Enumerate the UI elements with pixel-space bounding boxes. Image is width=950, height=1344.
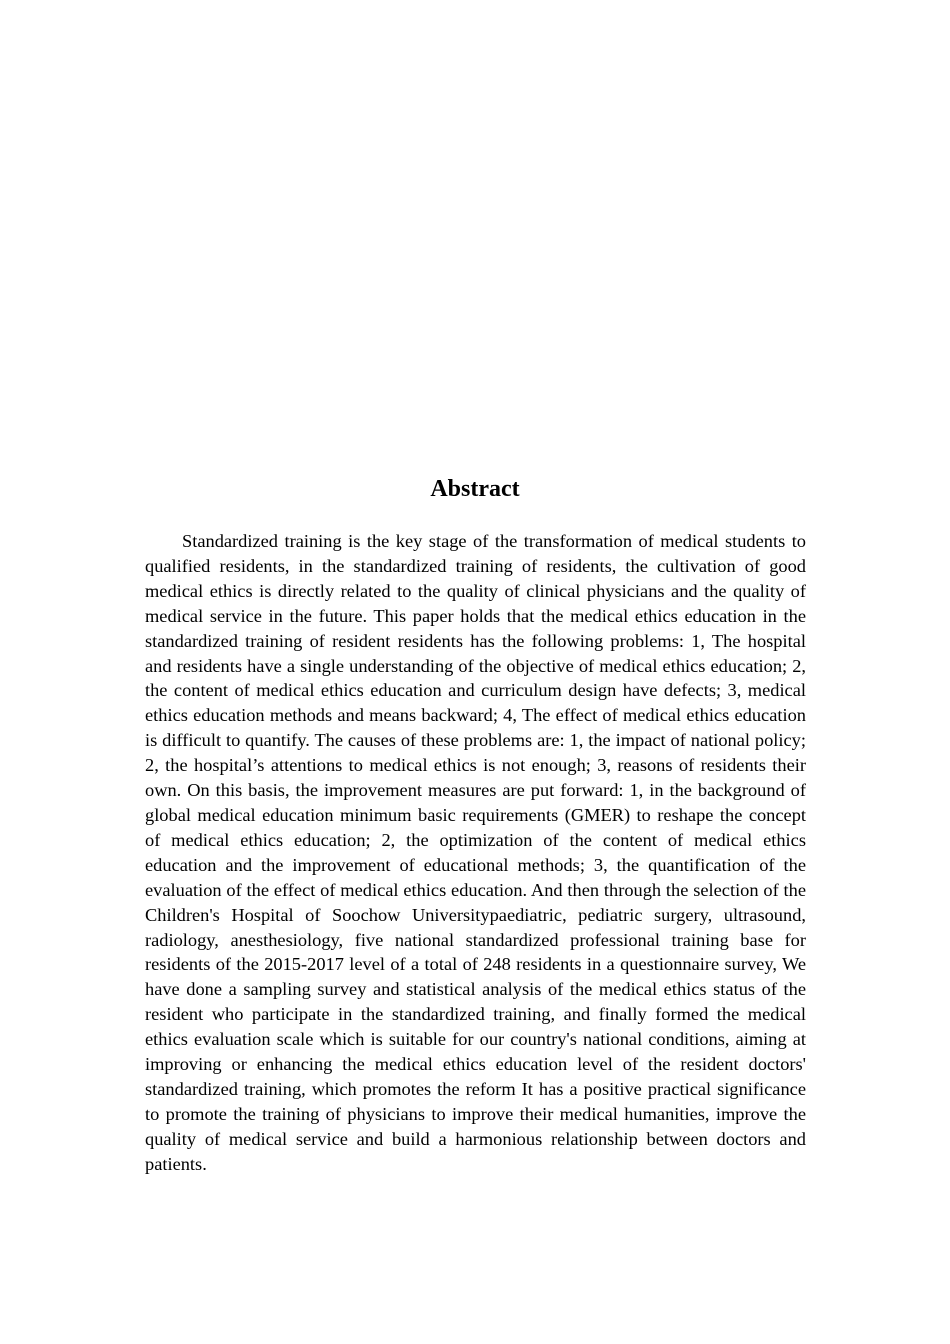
abstract-paragraph: Standardized training is the key stage of the transformation of medical students to qualified residents, in the standardized training of residents, the cultivation of good medical ethics is directly related to the quality of clinical physicians and the quality of medical service in the future. This paper holds that the medical ethics education in the standardized training of resident residents has the following problems: 1, The hospital and residents have a single understanding of the objective of medical ethics education; 2, the content of medical ethics education and curriculum design have defects; 3, medical ethics education methods and means backward; 4, The effect of medical ethics education is difficult to quantify. The causes of these problems are: 1, the impact of national policy; 2, the hospital’s attentions to medical ethics is not enough; 3, reasons of residents their own. On this basis, the improvement measures are put forward: 1, in the background of global medical education minimum basic requirements (GMER) to reshape the concept of medical ethics education; 2, the optimization of the content of medical ethics education and the improvement of educational methods; 3, the quantification of the evaluation of the effect of medical ethics education. And then through the selection of the Children's Hospital of Soochow Universitypaediatric, pediatric surgery, ultrasound, radiology, anesthesiology, five national standardized professional training base for residents of the 2015-2017 level of a total of 248 residents in a questionnaire survey, We have done a sampling survey and statistical analysis of the medical ethics status of the resident who participate in the standardized training, and finally formed the medical ethics evaluation scale which is suitable for our country's national conditions, aiming at improving or enhancing the medical ethics education level of the resident doctors' standardized training, which promotes the reform It has a positive practical significance to promote the training of physicians to improve their medical humanities, improve the quality of medical service and build a harmonious relationship between doctors and patients.	[145, 531, 806, 1174]
abstract-heading: Abstract	[430, 476, 520, 502]
